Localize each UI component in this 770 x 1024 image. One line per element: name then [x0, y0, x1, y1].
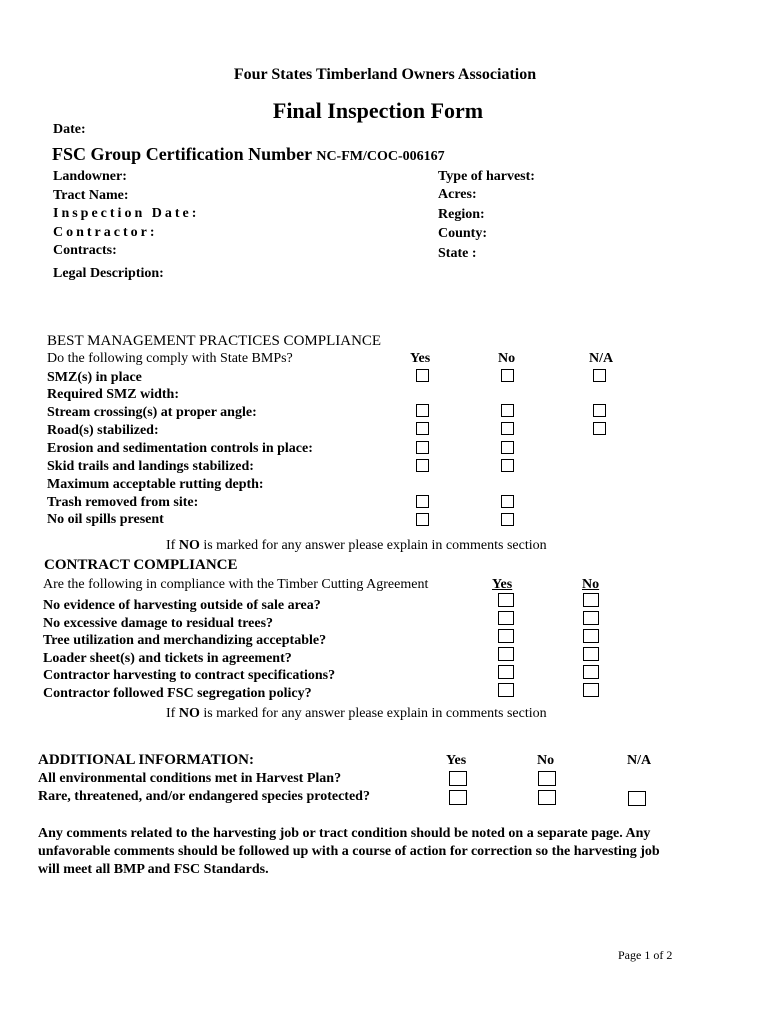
page-number: Page 1 of 2 — [618, 948, 673, 962]
contract-specs-no-checkbox[interactable] — [583, 665, 599, 679]
fsc-certification — [52, 144, 445, 165]
bmp-item-roads-stabilized: Road(s) stabilized: — [47, 423, 159, 438]
fsc-label: FSC Group Certification Number — [52, 144, 312, 164]
bmp-item-stream-crossing: Stream crossing(s) at proper angle: — [47, 405, 257, 420]
contract-utilization-yes-checkbox[interactable] — [498, 629, 514, 643]
contract-item-specifications: Contractor harvesting to contract specifications? — [43, 668, 336, 683]
landowner-label: Landowner: — [53, 169, 127, 184]
contract-damage-no-checkbox[interactable] — [583, 611, 599, 625]
bmp-stream-yes-checkbox[interactable] — [416, 404, 429, 417]
bmp-skid-no-checkbox[interactable] — [501, 459, 514, 472]
bmp-col-no: No — [498, 351, 516, 366]
acres-label: Acres: — [438, 187, 477, 202]
bmp-note-prefix: If — [166, 538, 176, 553]
bmp-oil-yes-checkbox[interactable] — [416, 513, 429, 526]
contract-utilization-no-checkbox[interactable] — [583, 629, 599, 643]
contract-note-prefix: If — [166, 706, 176, 721]
bmp-item-smz-in-place: SMZ(s) in place — [47, 370, 142, 385]
contract-item-residual-damage: No excessive damage to residual trees? — [43, 616, 274, 631]
contract-outside-no-checkbox[interactable] — [583, 593, 599, 607]
bmp-col-yes: Yes — [410, 351, 431, 366]
additional-item-species: Rare, threatened, and/or endangered species protected? — [38, 789, 370, 804]
bmp-roads-yes-checkbox[interactable] — [416, 422, 429, 435]
organization-name: Four States Timberland Owners Association — [233, 66, 537, 83]
additional-col-yes: Yes — [446, 753, 467, 768]
contract-item-outside-sale-area: No evidence of harvesting outside of sale area? — [43, 598, 321, 613]
inspection-date-label: Inspection Date: — [53, 206, 200, 221]
additional-heading: ADDITIONAL INFORMATION: — [38, 752, 254, 768]
comments-line-2: unfavorable comments should be followed up with a course of action for correction so the harvesting job — [38, 844, 660, 859]
bmp-smz-no-checkbox[interactable] — [501, 369, 514, 382]
bmp-stream-no-checkbox[interactable] — [501, 404, 514, 417]
additional-env-yes-checkbox[interactable] — [449, 771, 467, 786]
bmp-smz-na-checkbox[interactable] — [593, 369, 606, 382]
bmp-explain-note — [166, 538, 547, 554]
tract-name-label: Tract Name: — [53, 188, 129, 203]
legal-description-label: Legal Description: — [53, 266, 164, 281]
comments-line-3: will meet all BMP and FSC Standards. — [38, 862, 269, 877]
contract-fsc-yes-checkbox[interactable] — [498, 683, 514, 697]
contract-item-fsc-segregation: Contractor followed FSC segregation policy? — [43, 686, 312, 701]
bmp-heading: BEST MANAGEMENT PRACTICES COMPLIANCE — [47, 333, 382, 349]
contract-col-no: No — [582, 577, 600, 592]
bmp-smz-yes-checkbox[interactable] — [416, 369, 429, 382]
bmp-roads-na-checkbox[interactable] — [593, 422, 606, 435]
contract-heading: CONTRACT COMPLIANCE — [44, 557, 238, 573]
bmp-note-suffix: is marked for any answer please explain in comments section — [203, 538, 547, 553]
type-of-harvest-label: Type of harvest: — [438, 169, 535, 184]
additional-env-no-checkbox[interactable] — [538, 771, 556, 786]
bmp-item-trash-removed: Trash removed from site: — [47, 495, 199, 510]
contract-note-suffix: is marked for any answer please explain in comments section — [203, 706, 547, 721]
bmp-stream-na-checkbox[interactable] — [593, 404, 606, 417]
bmp-roads-no-checkbox[interactable] — [501, 422, 514, 435]
contracts-label: Contracts: — [53, 243, 117, 258]
comments-line-1: Any comments related to the harvesting job or tract condition should be noted on a separate page. Any — [38, 826, 651, 841]
county-label: County: — [438, 226, 488, 241]
contract-item-loader-sheets: Loader sheet(s) and tickets in agreement? — [43, 651, 292, 666]
form-title: Final Inspection Form — [272, 98, 484, 123]
contract-explain-note — [166, 706, 547, 722]
date-label: Date: — [53, 122, 86, 137]
bmp-col-na: N/A — [589, 351, 614, 366]
contract-fsc-no-checkbox[interactable] — [583, 683, 599, 697]
bmp-erosion-no-checkbox[interactable] — [501, 441, 514, 454]
bmp-item-smz-width: Required SMZ width: — [47, 387, 179, 402]
fsc-number: NC-FM/COC-006167 — [316, 149, 445, 164]
contract-damage-yes-checkbox[interactable] — [498, 611, 514, 625]
bmp-skid-yes-checkbox[interactable] — [416, 459, 429, 472]
contract-outside-yes-checkbox[interactable] — [498, 593, 514, 607]
additional-species-na-checkbox[interactable] — [628, 791, 646, 806]
bmp-oil-no-checkbox[interactable] — [501, 513, 514, 526]
contract-specs-yes-checkbox[interactable] — [498, 665, 514, 679]
bmp-question: Do the following comply with State BMPs? — [47, 351, 293, 366]
bmp-item-skid-trails: Skid trails and landings stabilized: — [47, 459, 254, 474]
state-label: State : — [438, 246, 477, 261]
region-label: Region: — [438, 207, 485, 222]
contractor-label: Contractor: — [53, 225, 158, 240]
contract-loader-yes-checkbox[interactable] — [498, 647, 514, 661]
contract-item-tree-utilization: Tree utilization and merchandizing acceptable? — [43, 633, 327, 648]
contract-col-yes: Yes — [492, 577, 513, 592]
bmp-item-rutting-depth: Maximum acceptable rutting depth: — [47, 477, 264, 492]
bmp-trash-yes-checkbox[interactable] — [416, 495, 429, 508]
contract-note-keyword: NO — [178, 706, 200, 721]
additional-col-na: N/A — [627, 753, 652, 768]
bmp-erosion-yes-checkbox[interactable] — [416, 441, 429, 454]
additional-species-no-checkbox[interactable] — [538, 790, 556, 805]
additional-item-environmental: All environmental conditions met in Harvest Plan? — [38, 771, 342, 786]
contract-question: Are the following in compliance with the Timber Cutting Agreement — [43, 577, 429, 592]
bmp-trash-no-checkbox[interactable] — [501, 495, 514, 508]
additional-species-yes-checkbox[interactable] — [449, 790, 467, 805]
bmp-item-no-oil-spills: No oil spills present — [47, 512, 164, 527]
bmp-note-keyword: NO — [178, 538, 200, 553]
contract-loader-no-checkbox[interactable] — [583, 647, 599, 661]
additional-col-no: No — [537, 753, 555, 768]
bmp-item-erosion-controls: Erosion and sedimentation controls in place: — [47, 441, 313, 456]
